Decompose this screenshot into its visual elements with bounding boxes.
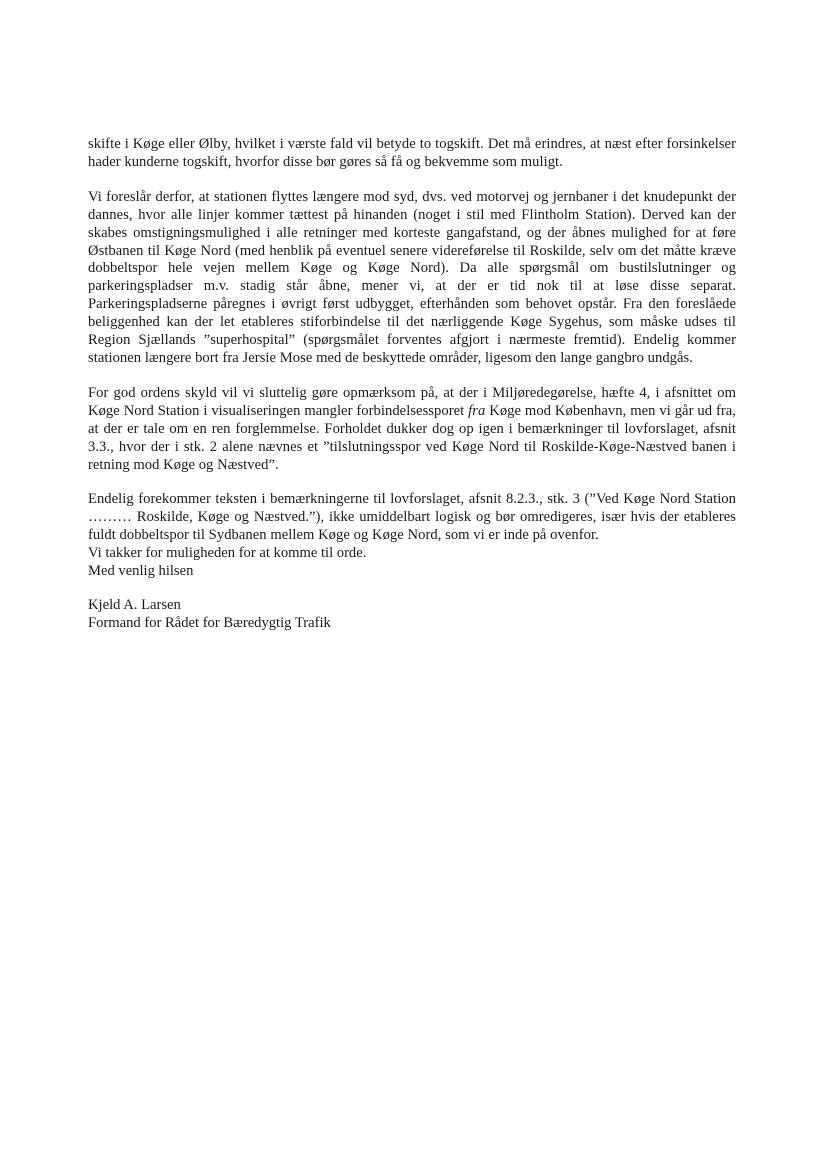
paragraph-3-text-start: For god ordens skyld vil vi sluttelig gøre opmærksom på, at der i Miljøredegørelse, hæfte 4, i afsnittet om Køge Nord Station i visualiseringen mangler forbindelsessporet	[88, 384, 736, 419]
paragraph-3-italic-word: fra	[468, 402, 486, 419]
thanks-line: Vi takker for muligheden for at komme til orde.	[88, 545, 367, 562]
paragraph-1: skifte i Køge eller Ølby, hvilket i værste fald vil betyde to togskift. Det må erindres, at næst efter forsinkelser hader kunderne togskift, hvorfor disse bør gøres så få og bekvemme som muligt.	[88, 136, 736, 170]
closing-line: Med venlig hilsen	[88, 563, 194, 580]
letter-page	[88, 136, 736, 633]
paragraph-4: Endelig forekommer teksten i bemærkningerne til lovforslaget, afsnit 8.2.3., stk. 3 (”Ved Køge Nord Station ……… Roskilde, Køge og Næstved.”), ikke umiddelbart logisk og bør omredigeres, især hvis der etableres fuldt dobbeltspor til Sydbanen mellem Køge og Køge Nord, som vi er inde på ovenfor.	[88, 491, 736, 544]
signer-title: Formand for Rådet for Bæredygtig Trafik	[88, 614, 331, 631]
signature-block	[88, 597, 736, 633]
signer-name: Kjeld A. Larsen	[88, 596, 181, 613]
paragraph-2: Vi foreslår derfor, at stationen flyttes længere mod syd, dvs. ved motorvej og jernbaner i det knudepunkt der dannes, hvor alle linjer kommer tættest på hinanden (noget i stil med Flintholm Station). Derved kan der skabes omstigningsmulighed i alle retninger med korteste gangafstand, og der åbnes mulighed for at føre Østbanen til Køge Nord (med henblik på eventuel senere videreførelse til Roskilde, selv om det måtte kræve dobbeltspor hele vejen mellem Køge og Køge Nord). Da alle spørgsmål om bustilslutninger og parkeringspladser m.v. stadig står åbne, mener vi, at der er tid nok til at løse disse separat. Parkeringspladserne påregnes i øvrigt først udbygget, efterhånden som behovet opstår. Fra den foreslåede beliggenhed kan der let etableres stiforbindelse til det nærliggende Køge Sygehus, som måske udses til Region Sjællands ”superhospital” (spørgsmålet forventes afgjort i nærmeste fremtid). Endelig kommer stationen længere bort fra Jersie Mose med de beskyttede områder, ligesom den lange gangbro undgås.	[88, 188, 736, 366]
paragraph-3-text-end: Køge mod København, men vi går ud fra, at der er tale om en ren forglemmelse. Forholdet dukker dog op igen i bemærkninger til lovforslaget, afsnit 3.3., hvor der i stk. 2 alene nævnes et ”tilslutningsspor ved Køge Nord til Roskilde-Køge-Næstved banen i retning mod Køge og Næstved”.	[88, 402, 736, 473]
paragraph-3	[88, 385, 736, 475]
